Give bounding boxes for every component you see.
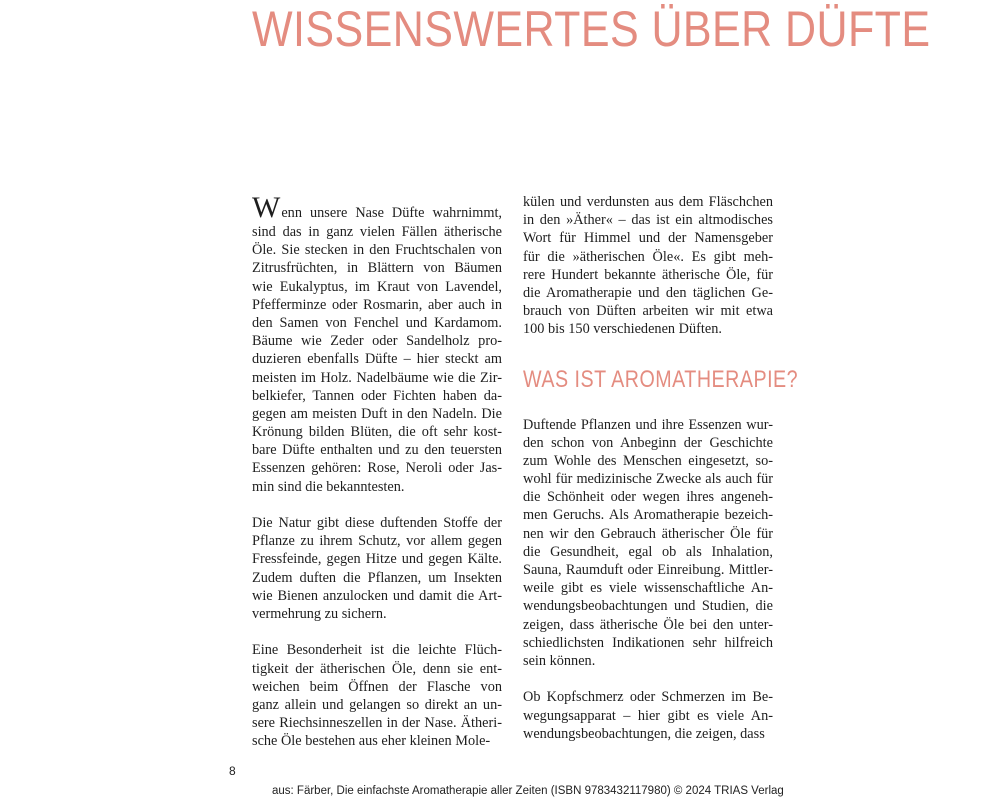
text-line: Krönung bilden Blüten, die oft sehr kost- [252, 424, 502, 441]
text-line: Pflanze zu ihrem Schutz, vor allem gegen [252, 533, 502, 550]
text-line: Öle. Sie stecken in den Fruchtschalen von [252, 242, 502, 259]
text-line: wie Eukalyptus, im Kraut von Lavendel, [252, 278, 502, 295]
text-line: brauch von Düften arbeiten wir mit etwa [523, 303, 773, 320]
text-line: Sauna, Raumduft oder Einreibung. Mittler- [523, 562, 773, 578]
text-line: weile gibt es viele wissenschaftliche An- [523, 580, 773, 597]
text-line: Die Natur gibt diese duftenden Stoffe der [252, 515, 502, 531]
text-line: gegen am meisten Duft in den Nadeln. Die [252, 405, 502, 422]
text-line: sere Riechsinneszellen in der Nase. Ätheri- [252, 715, 502, 732]
text-line: sind das in ganz vielen Fällen ätherische [252, 224, 502, 240]
page-title: WISSENSWERTES ÜBER DÜFTE [252, 1, 931, 57]
left-column [252, 193, 502, 750]
text-line: Pfefferminze oder Rosmarin, aber auch in [252, 296, 502, 313]
text-line: Eine Besonderheit ist die leichte Flüch- [252, 642, 502, 659]
paragraph-5 [523, 416, 773, 671]
text-line: sein können. [523, 652, 596, 669]
text-line: duzieren ebenfalls Düfte – hier steckt am [252, 351, 502, 368]
text-line: bare Düfte enthalten und zu den teuersten [252, 442, 502, 459]
text-line: nen wir den Gebrauch ätherischer Öle für [523, 525, 773, 542]
text-line: wegungsapparat – hier gibt es viele An- [523, 707, 773, 724]
text-line: Zitrusfrüchten, in Blättern von Bäumen [252, 260, 502, 277]
text-line: tigkeit der ätherischen Öle, denn sie ent- [252, 660, 502, 677]
text-line: die Aromatherapie und den täglichen Ge- [523, 284, 773, 301]
right-column [523, 193, 799, 743]
text-line: 100 bis 150 verschiedenen Düften. [523, 321, 722, 338]
paragraph-4 [523, 193, 773, 339]
text-line: min sind die bekanntesten. [252, 478, 405, 495]
text-line: Wort für Himmel und der Namensgeber [523, 230, 773, 247]
text-line: Essenzen gehören: Rose, Neroli oder Jas- [252, 460, 502, 477]
text-line: für die »ätherischen Öle«. Es gibt meh- [523, 248, 773, 265]
text-line: die Gesundheit, egal ob als Inhalation, [523, 543, 773, 560]
text-line: Fressfeinde, gegen Hitze und gegen Kälte. [252, 551, 502, 568]
text-line: Duftende Pflanzen und ihre Essenzen wur- [523, 416, 773, 433]
text-line: den Samen von Fenchel und Kardamom. [252, 314, 502, 331]
dropcap-line-text: enn unsere Nase Düfte wahrnimmt, [281, 205, 502, 221]
paragraph-lines [252, 223, 502, 496]
section-heading: WAS IST AROMATHERAPIE? [523, 365, 799, 393]
text-line: ganz allein und gelangen so direkt an un- [252, 696, 502, 713]
paragraph-6 [523, 688, 773, 743]
text-line: wendungsbeobachtungen und Studien, die [523, 598, 773, 615]
text-line: meisten im Holz. Nadelbäume wie die Zir- [252, 369, 502, 386]
text-line: zum Wohle des Menschen eingesetzt, so- [523, 452, 773, 469]
text-line: zeigen, dass ätherische Öle bei den unter- [523, 616, 773, 633]
dropcap-letter: W [252, 191, 281, 224]
text-line: sche Öle bestehen aus eher kleinen Mole- [252, 733, 491, 750]
text-line: weichen beim Öffnen der Flasche von [252, 678, 502, 695]
text-line: wohl für medizinische Zwecke als auch für [523, 471, 773, 488]
text-line: belkiefer, Tannen oder Fichten haben da- [252, 387, 502, 404]
source-credit: aus: Färber, Die einfachste Aromatherapie aller Zeiten (ISBN 9783432117980) © 2024 TRIAS Verlag [272, 785, 784, 797]
text-line: in den »Äther« – das ist ein altmodisches [523, 212, 773, 229]
paragraph-1 [252, 193, 502, 496]
text-line: külen und verdunsten aus dem Fläschchen [523, 194, 773, 210]
text-line: Bäume wie Zeder oder Sandelholz pro- [252, 333, 502, 350]
text-line: rere Hundert bekannte ätherische Öle, für [523, 266, 773, 283]
text-line: schiedlichsten Indikationen sehr hilfreich [523, 634, 773, 651]
text-line: men Geruchs. Als Aromatherapie bezeich- [523, 507, 773, 524]
text-line: wendungsbeobachtungen, die zeigen, dass [523, 725, 765, 742]
text-line: den schon von Anbeginn der Geschichte [523, 434, 773, 451]
paragraph-3 [252, 641, 502, 750]
paragraph-2 [252, 514, 502, 623]
page-number: 8 [229, 764, 236, 778]
text-line: die Schönheit oder wegen ihres angeneh- [523, 489, 773, 506]
text-line: wie Bienen anzulocken und damit die Art- [252, 587, 502, 604]
text-line: Zudem duften die Pflanzen, um Insekten [252, 569, 502, 586]
dropcap-line [252, 193, 502, 223]
text-line: vermehrung zu sichern. [252, 605, 387, 622]
text-line: Ob Kopfschmerz oder Schmerzen im Be- [523, 689, 773, 706]
